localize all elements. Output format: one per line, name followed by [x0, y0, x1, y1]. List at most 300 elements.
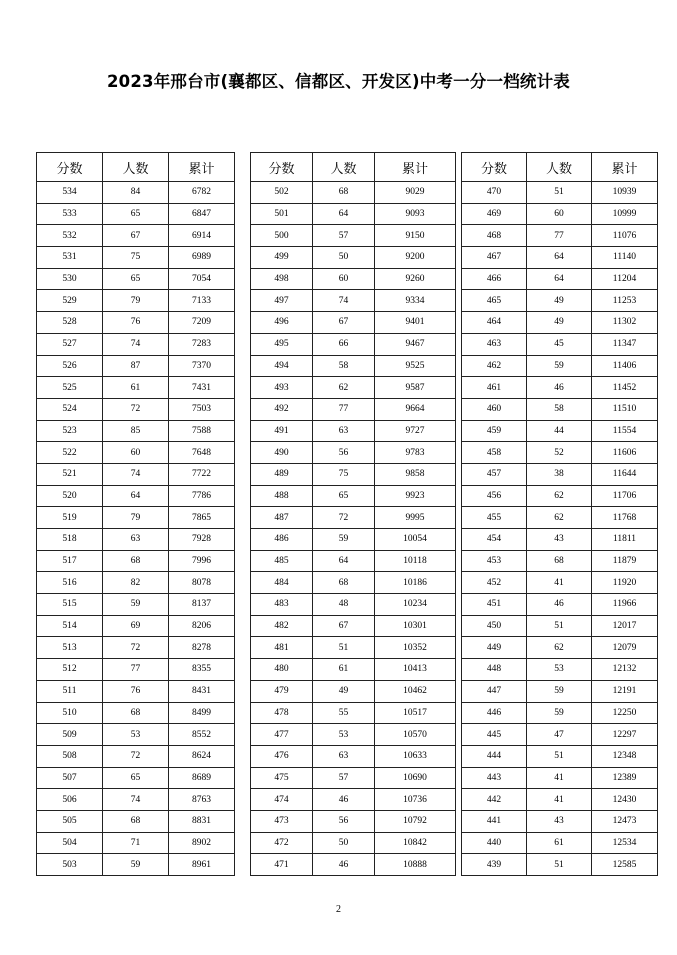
cell-score: 460	[462, 398, 527, 420]
cell-score: 484	[251, 572, 313, 594]
cell-count: 58	[313, 355, 375, 377]
cell-cumulative: 8355	[169, 659, 235, 681]
cell-cumulative: 7054	[169, 268, 235, 290]
table-row	[37, 290, 235, 312]
cell-cumulative: 11606	[592, 442, 658, 464]
cell-count: 43	[527, 529, 592, 551]
header-score: 分数	[251, 153, 313, 182]
table-row	[462, 810, 658, 832]
cell-score: 443	[462, 767, 527, 789]
table-row	[462, 268, 658, 290]
cell-cumulative: 10517	[375, 702, 456, 724]
table-row	[462, 290, 658, 312]
table-row	[462, 355, 658, 377]
cell-cumulative: 7928	[169, 529, 235, 551]
cell-count: 48	[313, 594, 375, 616]
cell-score: 485	[251, 550, 313, 572]
cell-score: 515	[37, 594, 103, 616]
cell-count: 68	[103, 550, 169, 572]
cell-count: 74	[103, 789, 169, 811]
cell-score: 451	[462, 594, 527, 616]
cell-cumulative: 8499	[169, 702, 235, 724]
cell-cumulative: 11302	[592, 312, 658, 334]
score-table-2	[250, 152, 456, 876]
table-row	[37, 550, 235, 572]
cell-count: 49	[527, 290, 592, 312]
table-row	[37, 594, 235, 616]
cell-cumulative: 8137	[169, 594, 235, 616]
cell-score: 441	[462, 810, 527, 832]
cell-count: 60	[313, 268, 375, 290]
cell-cumulative: 9467	[375, 333, 456, 355]
cell-count: 51	[527, 745, 592, 767]
cell-cumulative: 10462	[375, 680, 456, 702]
cell-cumulative: 9858	[375, 463, 456, 485]
table-row	[462, 594, 658, 616]
cell-cumulative: 11768	[592, 507, 658, 529]
cell-cumulative: 9150	[375, 225, 456, 247]
cell-count: 71	[103, 832, 169, 854]
cell-score: 468	[462, 225, 527, 247]
cell-cumulative: 7722	[169, 463, 235, 485]
cell-count: 59	[527, 355, 592, 377]
cell-count: 63	[313, 745, 375, 767]
cell-cumulative: 11253	[592, 290, 658, 312]
cell-count: 79	[103, 290, 169, 312]
cell-score: 477	[251, 724, 313, 746]
table-row	[251, 377, 456, 399]
cell-score: 521	[37, 463, 103, 485]
cell-score: 501	[251, 203, 313, 225]
cell-cumulative: 9029	[375, 182, 456, 204]
cell-cumulative: 11879	[592, 550, 658, 572]
table-row	[462, 485, 658, 507]
cell-score: 530	[37, 268, 103, 290]
table-row	[462, 377, 658, 399]
cell-cumulative: 9727	[375, 420, 456, 442]
page-number: 2	[336, 904, 341, 915]
cell-score: 466	[462, 268, 527, 290]
cell-cumulative: 8278	[169, 637, 235, 659]
cell-count: 69	[103, 615, 169, 637]
cell-score: 496	[251, 312, 313, 334]
cell-cumulative: 10842	[375, 832, 456, 854]
cell-cumulative: 11644	[592, 463, 658, 485]
cell-score: 448	[462, 659, 527, 681]
cell-cumulative: 8552	[169, 724, 235, 746]
cell-cumulative: 10690	[375, 767, 456, 789]
table-row	[462, 659, 658, 681]
cell-cumulative: 12348	[592, 745, 658, 767]
cell-score: 532	[37, 225, 103, 247]
cell-cumulative: 8624	[169, 745, 235, 767]
cell-cumulative: 10633	[375, 745, 456, 767]
cell-score: 465	[462, 290, 527, 312]
cell-cumulative: 8902	[169, 832, 235, 854]
cell-count: 68	[103, 810, 169, 832]
cell-cumulative: 6989	[169, 247, 235, 269]
cell-score: 497	[251, 290, 313, 312]
table-row	[251, 355, 456, 377]
cell-cumulative: 12585	[592, 854, 658, 876]
cell-score: 533	[37, 203, 103, 225]
cell-score: 479	[251, 680, 313, 702]
table-row	[462, 247, 658, 269]
cell-count: 66	[313, 333, 375, 355]
cell-cumulative: 11076	[592, 225, 658, 247]
table-row	[37, 182, 235, 204]
cell-score: 525	[37, 377, 103, 399]
table-row	[251, 333, 456, 355]
cell-score: 494	[251, 355, 313, 377]
cell-cumulative: 10186	[375, 572, 456, 594]
score-table-1	[36, 152, 235, 876]
cell-count: 56	[313, 442, 375, 464]
cell-cumulative: 7786	[169, 485, 235, 507]
cell-count: 60	[527, 203, 592, 225]
cell-count: 46	[313, 854, 375, 876]
table-row	[37, 767, 235, 789]
cell-cumulative: 7133	[169, 290, 235, 312]
cell-count: 56	[313, 810, 375, 832]
cell-score: 458	[462, 442, 527, 464]
cell-score: 463	[462, 333, 527, 355]
cell-count: 72	[313, 507, 375, 529]
table-row	[37, 615, 235, 637]
cell-count: 43	[527, 810, 592, 832]
table-row	[37, 659, 235, 681]
table-row	[462, 550, 658, 572]
table-row	[37, 463, 235, 485]
cell-cumulative: 11811	[592, 529, 658, 551]
table-row	[37, 312, 235, 334]
cell-cumulative: 10999	[592, 203, 658, 225]
cell-count: 67	[103, 225, 169, 247]
cell-score: 517	[37, 550, 103, 572]
cell-count: 45	[527, 333, 592, 355]
cell-count: 47	[527, 724, 592, 746]
cell-score: 469	[462, 203, 527, 225]
cell-count: 65	[103, 203, 169, 225]
cell-count: 62	[527, 485, 592, 507]
table-row	[462, 702, 658, 724]
cell-score: 509	[37, 724, 103, 746]
table-row	[462, 333, 658, 355]
cell-count: 64	[103, 485, 169, 507]
cell-score: 518	[37, 529, 103, 551]
cell-count: 50	[313, 247, 375, 269]
cell-score: 472	[251, 832, 313, 854]
cell-count: 57	[313, 225, 375, 247]
table-row	[251, 442, 456, 464]
cell-cumulative: 11204	[592, 268, 658, 290]
cell-cumulative: 12250	[592, 702, 658, 724]
table-row	[462, 442, 658, 464]
table-row	[251, 854, 456, 876]
cell-score: 531	[37, 247, 103, 269]
cell-cumulative: 8831	[169, 810, 235, 832]
cell-score: 520	[37, 485, 103, 507]
cell-score: 527	[37, 333, 103, 355]
cell-count: 46	[313, 789, 375, 811]
cell-cumulative: 7503	[169, 398, 235, 420]
table-row	[251, 810, 456, 832]
cell-count: 84	[103, 182, 169, 204]
cell-cumulative: 11347	[592, 333, 658, 355]
cell-count: 49	[313, 680, 375, 702]
table-row	[251, 247, 456, 269]
cell-score: 470	[462, 182, 527, 204]
cell-score: 511	[37, 680, 103, 702]
table-row	[251, 312, 456, 334]
table-row	[462, 637, 658, 659]
cell-score: 507	[37, 767, 103, 789]
table-row	[37, 572, 235, 594]
cell-count: 59	[103, 854, 169, 876]
cell-score: 491	[251, 420, 313, 442]
table-row	[251, 637, 456, 659]
cell-count: 85	[103, 420, 169, 442]
table-row	[37, 377, 235, 399]
cell-score: 503	[37, 854, 103, 876]
cell-count: 51	[313, 637, 375, 659]
table-row	[462, 767, 658, 789]
cell-score: 442	[462, 789, 527, 811]
cell-count: 44	[527, 420, 592, 442]
cell-score: 454	[462, 529, 527, 551]
table-row	[37, 745, 235, 767]
cell-cumulative: 7648	[169, 442, 235, 464]
cell-cumulative: 7865	[169, 507, 235, 529]
header-count: 人数	[527, 153, 592, 182]
table-row	[251, 745, 456, 767]
cell-cumulative: 11406	[592, 355, 658, 377]
table-row	[37, 832, 235, 854]
table-row	[37, 702, 235, 724]
table-row	[37, 789, 235, 811]
table-row	[37, 268, 235, 290]
table-row	[37, 442, 235, 464]
table-row	[462, 507, 658, 529]
table-row	[37, 529, 235, 551]
cell-count: 61	[313, 659, 375, 681]
cell-score: 481	[251, 637, 313, 659]
page-title: 2023年邢台市(襄都区、信都区、开发区)中考一分一档统计表	[106, 72, 570, 91]
table-row	[251, 182, 456, 204]
cell-score: 440	[462, 832, 527, 854]
cell-cumulative: 9334	[375, 290, 456, 312]
cell-score: 449	[462, 637, 527, 659]
table-row	[37, 507, 235, 529]
table-row	[37, 854, 235, 876]
cell-score: 483	[251, 594, 313, 616]
cell-score: 475	[251, 767, 313, 789]
cell-score: 495	[251, 333, 313, 355]
cell-count: 41	[527, 767, 592, 789]
table-row	[251, 680, 456, 702]
cell-score: 488	[251, 485, 313, 507]
table-row	[251, 507, 456, 529]
cell-score: 516	[37, 572, 103, 594]
cell-cumulative: 8206	[169, 615, 235, 637]
table-row	[462, 225, 658, 247]
cell-count: 68	[527, 550, 592, 572]
table-row	[462, 463, 658, 485]
cell-cumulative: 10054	[375, 529, 456, 551]
cell-cumulative: 10301	[375, 615, 456, 637]
cell-score: 457	[462, 463, 527, 485]
cell-cumulative: 9587	[375, 377, 456, 399]
table-row	[251, 290, 456, 312]
cell-cumulative: 12297	[592, 724, 658, 746]
cell-count: 53	[527, 659, 592, 681]
cell-count: 53	[313, 724, 375, 746]
cell-count: 67	[313, 312, 375, 334]
cell-score: 505	[37, 810, 103, 832]
cell-count: 49	[527, 312, 592, 334]
cell-score: 452	[462, 572, 527, 594]
cell-cumulative: 7431	[169, 377, 235, 399]
cell-count: 87	[103, 355, 169, 377]
cell-cumulative: 9093	[375, 203, 456, 225]
cell-score: 504	[37, 832, 103, 854]
cell-cumulative: 9401	[375, 312, 456, 334]
cell-cumulative: 11706	[592, 485, 658, 507]
cell-count: 75	[313, 463, 375, 485]
table-row	[251, 203, 456, 225]
cell-count: 38	[527, 463, 592, 485]
cell-score: 522	[37, 442, 103, 464]
cell-cumulative: 7996	[169, 550, 235, 572]
table-row	[251, 615, 456, 637]
cell-cumulative: 9664	[375, 398, 456, 420]
table-row	[251, 572, 456, 594]
cell-count: 57	[313, 767, 375, 789]
table-row	[251, 420, 456, 442]
header-count: 人数	[103, 153, 169, 182]
cell-count: 53	[103, 724, 169, 746]
table-row	[251, 550, 456, 572]
cell-count: 65	[103, 767, 169, 789]
cell-score: 486	[251, 529, 313, 551]
cell-count: 67	[313, 615, 375, 637]
table-header-row	[251, 153, 456, 182]
table-row	[37, 203, 235, 225]
table-row	[251, 529, 456, 551]
cell-score: 439	[462, 854, 527, 876]
cell-count: 58	[527, 398, 592, 420]
cell-count: 75	[103, 247, 169, 269]
cell-score: 519	[37, 507, 103, 529]
table-row	[462, 745, 658, 767]
cell-count: 59	[313, 529, 375, 551]
cell-count: 72	[103, 637, 169, 659]
cell-cumulative: 8078	[169, 572, 235, 594]
table-row	[462, 312, 658, 334]
cell-cumulative: 12079	[592, 637, 658, 659]
table-row	[251, 702, 456, 724]
cell-score: 444	[462, 745, 527, 767]
cell-cumulative: 10736	[375, 789, 456, 811]
cell-count: 65	[313, 485, 375, 507]
cell-score: 471	[251, 854, 313, 876]
cell-score: 529	[37, 290, 103, 312]
cell-count: 61	[103, 377, 169, 399]
cell-cumulative: 8763	[169, 789, 235, 811]
table-row	[37, 637, 235, 659]
table-row	[251, 594, 456, 616]
table-row	[37, 680, 235, 702]
cell-score: 473	[251, 810, 313, 832]
table-row	[251, 832, 456, 854]
cell-score: 478	[251, 702, 313, 724]
cell-count: 59	[103, 594, 169, 616]
cell-score: 455	[462, 507, 527, 529]
cell-score: 506	[37, 789, 103, 811]
table-row	[251, 485, 456, 507]
table-row	[37, 810, 235, 832]
cell-cumulative: 12191	[592, 680, 658, 702]
table-row	[462, 182, 658, 204]
cell-count: 68	[103, 702, 169, 724]
cell-count: 76	[103, 312, 169, 334]
cell-cumulative: 12534	[592, 832, 658, 854]
cell-score: 492	[251, 398, 313, 420]
cell-cumulative: 9525	[375, 355, 456, 377]
cell-count: 50	[313, 832, 375, 854]
table-row	[251, 268, 456, 290]
table-row	[462, 724, 658, 746]
cell-cumulative: 9200	[375, 247, 456, 269]
cell-count: 72	[103, 745, 169, 767]
table-row	[251, 398, 456, 420]
cell-count: 79	[103, 507, 169, 529]
cell-cumulative: 6847	[169, 203, 235, 225]
table-row	[251, 724, 456, 746]
cell-count: 59	[527, 702, 592, 724]
table-row	[462, 420, 658, 442]
cell-cumulative: 11140	[592, 247, 658, 269]
cell-cumulative: 10352	[375, 637, 456, 659]
cell-cumulative: 8431	[169, 680, 235, 702]
header-score: 分数	[462, 153, 527, 182]
cell-count: 59	[527, 680, 592, 702]
cell-score: 500	[251, 225, 313, 247]
cell-cumulative: 11452	[592, 377, 658, 399]
cell-count: 72	[103, 398, 169, 420]
cell-count: 77	[313, 398, 375, 420]
cell-count: 46	[527, 377, 592, 399]
cell-count: 82	[103, 572, 169, 594]
cell-count: 76	[103, 680, 169, 702]
cell-count: 74	[103, 463, 169, 485]
cell-cumulative: 11920	[592, 572, 658, 594]
cell-count: 51	[527, 182, 592, 204]
cell-count: 63	[313, 420, 375, 442]
cell-count: 64	[527, 268, 592, 290]
cell-score: 450	[462, 615, 527, 637]
cell-count: 61	[527, 832, 592, 854]
cell-score: 513	[37, 637, 103, 659]
cell-cumulative: 9995	[375, 507, 456, 529]
cell-cumulative: 8961	[169, 854, 235, 876]
table-row	[462, 789, 658, 811]
cell-count: 65	[103, 268, 169, 290]
table-row	[37, 355, 235, 377]
header-cumulative: 累计	[375, 153, 456, 182]
cell-cumulative: 6782	[169, 182, 235, 204]
cell-cumulative: 12017	[592, 615, 658, 637]
